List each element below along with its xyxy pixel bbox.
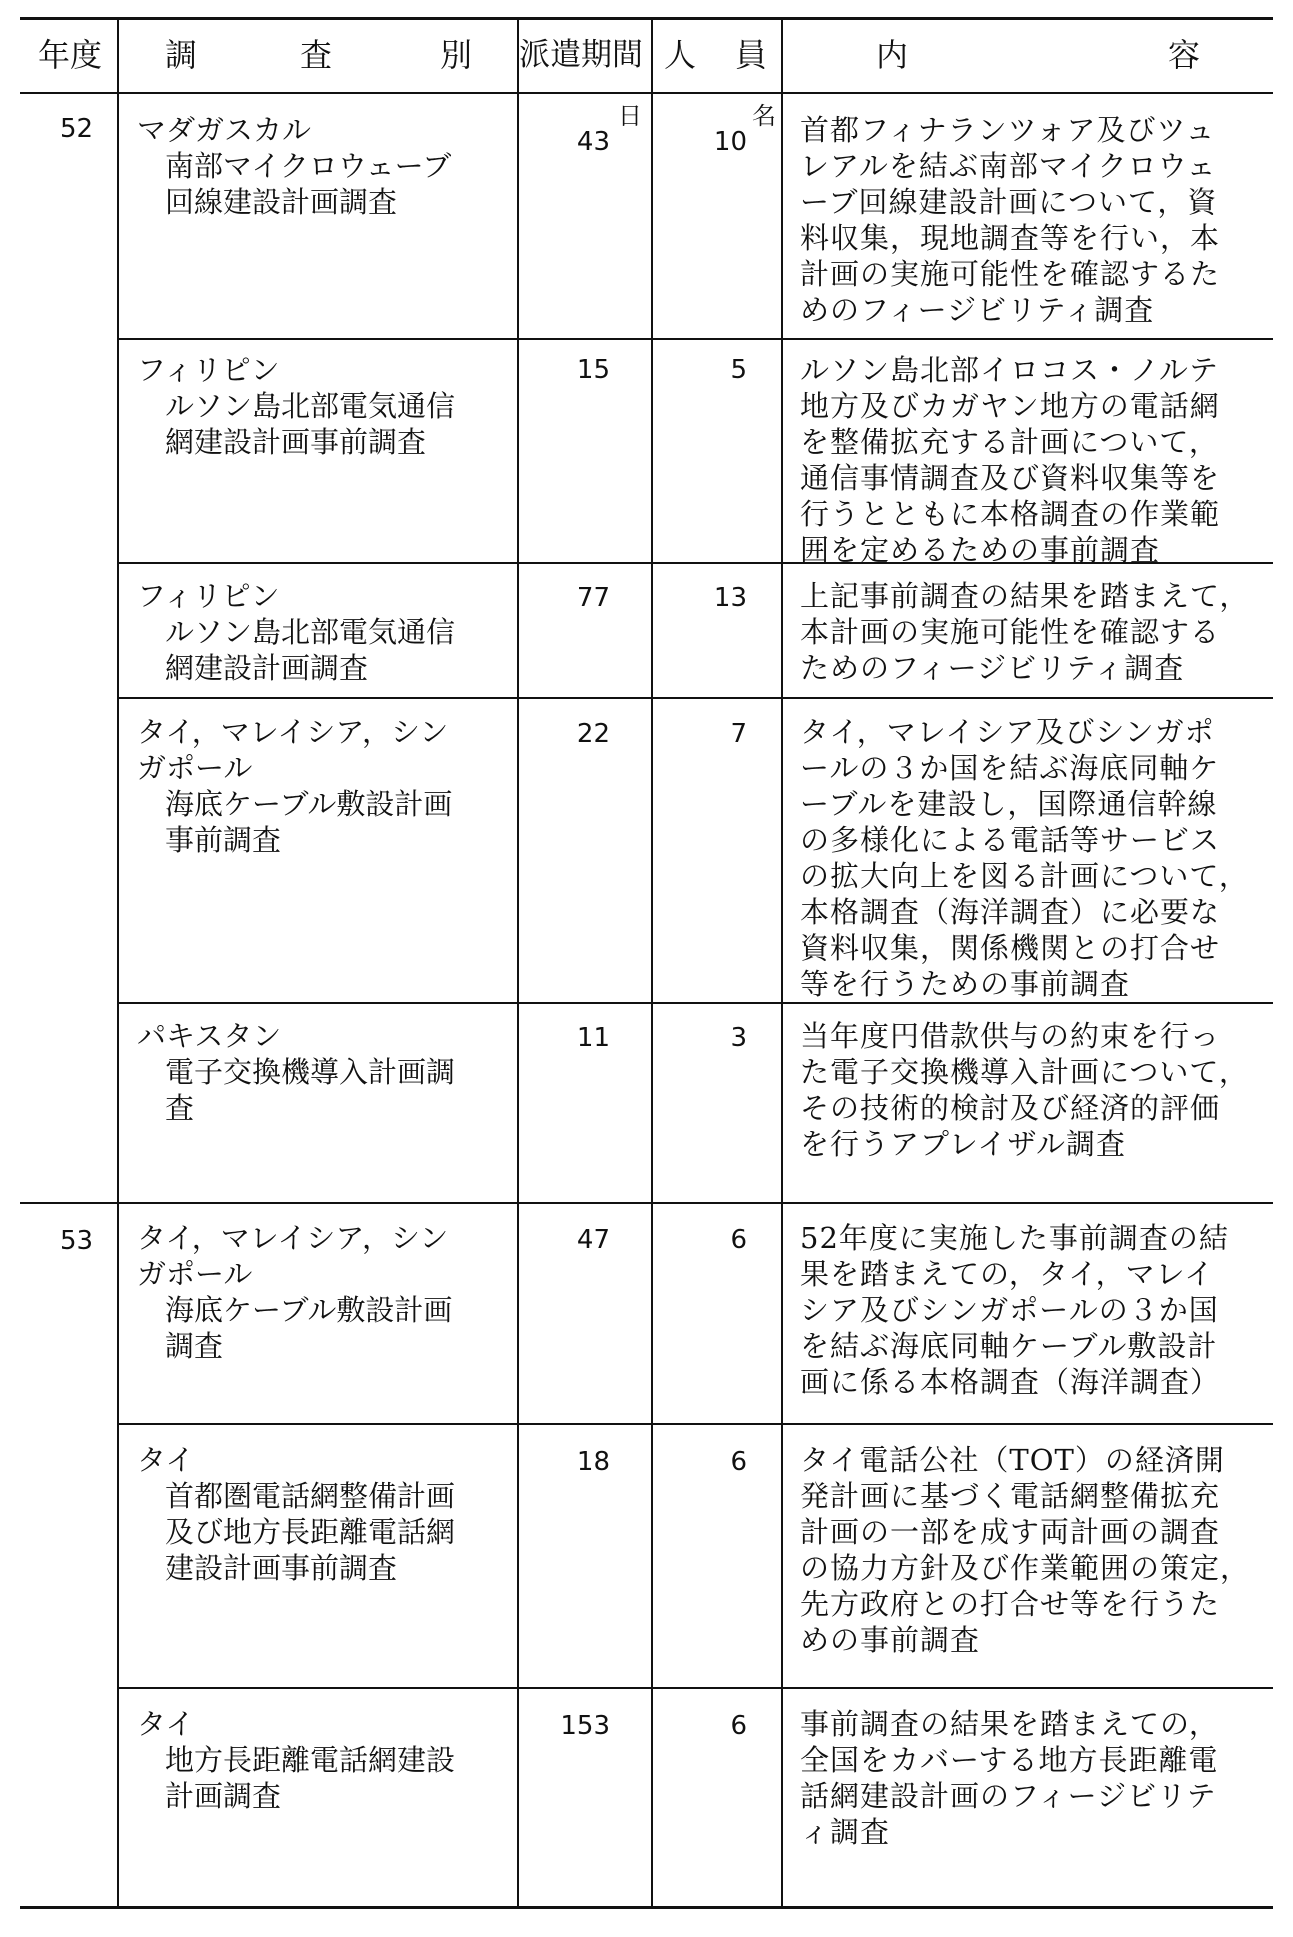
survey-project-line: 事前調査 xyxy=(165,823,282,857)
survey-project-line: 海底ケーブル敷設計画 xyxy=(165,1293,453,1327)
survey-project-line: 調査 xyxy=(165,1329,224,1363)
description-line: 地方及びカガヤン地方の電話網 xyxy=(800,389,1220,423)
survey-entry xyxy=(137,112,512,220)
survey-country: パキスタン xyxy=(137,1019,282,1053)
description-line: た電子交換機導入計画について， xyxy=(800,1055,1249,1089)
description-line: 先方政府との打合せ等を行うた xyxy=(800,1587,1221,1621)
dispatch-days: 15 xyxy=(576,355,610,385)
persons-unit-label: 名 xyxy=(752,102,776,130)
survey-project-line: 網建設計画事前調査 xyxy=(165,425,427,459)
description-line: ためのフィージビリティ調査 xyxy=(800,651,1185,685)
description-line: その技術的検討及び経済的評価 xyxy=(800,1091,1221,1125)
survey-project-line: 建設計画事前調査 xyxy=(165,1551,398,1585)
header-staff-char-1: 人 xyxy=(664,36,697,74)
survey-description xyxy=(800,1220,1270,1400)
year-divider-rule xyxy=(20,1202,1273,1204)
description-line: 資料収集，関係機関との打合せ xyxy=(800,931,1221,965)
survey-project-line: 回線建設計画調査 xyxy=(165,185,398,219)
description-line: 52年度に実施した事前調査の結 xyxy=(800,1221,1229,1255)
description-line: 囲を定めるための事前調査 xyxy=(800,533,1161,567)
description-line: 全国をカバーする地方長距離電 xyxy=(800,1743,1219,1777)
row-separator xyxy=(117,697,1273,699)
survey-country-continued: ガポール xyxy=(137,751,253,785)
survey-description xyxy=(800,1706,1270,1850)
survey-entry xyxy=(137,1442,512,1586)
survey-project-line: 網建設計画調査 xyxy=(165,651,369,685)
description-line: 事前調査の結果を踏まえての， xyxy=(800,1707,1219,1741)
header-staff-char-2: 員 xyxy=(735,36,768,74)
header-bottom-rule xyxy=(20,92,1273,94)
header-year: 年度 xyxy=(38,36,103,74)
description-line: 行うとともに本格調査の作業範 xyxy=(800,497,1221,531)
column-rule-2 xyxy=(517,17,519,1907)
staff-count: 5 xyxy=(730,355,747,385)
header-survey-char-1: 調 xyxy=(165,36,198,74)
column-rule-1 xyxy=(117,17,119,1907)
survey-description xyxy=(800,1442,1270,1658)
staff-count: 13 xyxy=(713,583,747,613)
staff-count: 10 xyxy=(713,127,747,157)
description-line: 等を行うための事前調査 xyxy=(800,967,1131,1001)
staff-count: 6 xyxy=(730,1225,747,1255)
description-line: 当年度円借款供与の約束を行っ xyxy=(800,1019,1221,1053)
header-content-char-2: 容 xyxy=(1168,36,1201,74)
survey-project-line: 計画調査 xyxy=(165,1779,282,1813)
survey-project-line: 地方長距離電話網建設 xyxy=(165,1743,456,1777)
survey-project-line: ルソン島北部電気通信 xyxy=(165,615,456,649)
fiscal-year-label: 53 xyxy=(60,1226,94,1256)
description-line: ールの３か国を結ぶ海底同軸ケ xyxy=(800,751,1220,785)
dispatch-days: 153 xyxy=(560,1711,610,1741)
description-line: の拡大向上を図る計画について， xyxy=(800,859,1249,893)
fiscal-year-label: 52 xyxy=(60,114,94,144)
description-line: シア及びシンガポールの３か国 xyxy=(800,1293,1219,1327)
description-line: 発計画に基づく電話網整備拡充 xyxy=(800,1479,1221,1513)
description-line: 画に係る本格調査（海洋調査） xyxy=(800,1365,1221,1399)
staff-count: 7 xyxy=(730,719,747,749)
survey-project-line: 査 xyxy=(165,1091,195,1125)
column-rule-3 xyxy=(651,17,653,1907)
dispatch-days: 22 xyxy=(576,719,610,749)
description-line: タイ，マレイシア及びシンガポ xyxy=(800,715,1215,749)
survey-country: タイ xyxy=(137,1707,195,1741)
survey-description xyxy=(800,1018,1270,1162)
description-line: 上記事前調査の結果を踏まえて， xyxy=(800,579,1250,613)
header-survey-char-2: 査 xyxy=(300,36,333,74)
survey-country-continued: ガポール xyxy=(137,1257,253,1291)
row-separator xyxy=(117,1002,1273,1004)
column-rule-4 xyxy=(781,17,783,1907)
row-separator xyxy=(117,1687,1273,1689)
description-line: 首都フィナランツォア及びツュ xyxy=(800,113,1216,147)
survey-country: フィリピン xyxy=(137,353,280,387)
dispatch-days: 47 xyxy=(576,1225,610,1255)
survey-description xyxy=(800,352,1270,568)
survey-country: タイ，マレイシア，シン xyxy=(137,715,449,749)
description-line: ーブルを建設し，国際通信幹線 xyxy=(800,787,1218,821)
survey-entry xyxy=(137,714,512,858)
survey-description xyxy=(800,578,1270,686)
days-unit-label: 日 xyxy=(618,102,642,130)
dispatch-days: 77 xyxy=(576,583,610,613)
header-period: 派遣期間 xyxy=(519,37,643,73)
survey-country: タイ xyxy=(137,1443,195,1477)
description-line: を行うアプレイザル調査 xyxy=(800,1127,1126,1161)
survey-project-line: 首都圏電話網整備計画 xyxy=(165,1479,456,1513)
row-separator xyxy=(117,1423,1273,1425)
survey-country: フィリピン xyxy=(137,579,280,613)
description-line: を整備拡充する計画について， xyxy=(800,425,1219,459)
dispatch-days: 18 xyxy=(576,1447,610,1477)
description-line: の協力方針及び作業範囲の策定， xyxy=(800,1551,1251,1585)
survey-entry xyxy=(137,1018,512,1126)
description-line: の多様化による電話等サービス xyxy=(800,823,1221,857)
staff-count: 6 xyxy=(730,1711,747,1741)
description-line: 通信事情調査及び資料収集等を xyxy=(800,461,1221,495)
header-content-char-1: 内 xyxy=(876,36,909,74)
description-line: 本計画の実施可能性を確認する xyxy=(800,615,1221,649)
description-line: ィ調査 xyxy=(800,1815,891,1849)
table-top-rule xyxy=(20,17,1273,20)
description-line: レアルを結ぶ南部マイクロウェ xyxy=(800,149,1217,183)
header-survey-char-3: 別 xyxy=(440,36,473,74)
survey-entry xyxy=(137,352,512,460)
survey-description xyxy=(800,112,1270,328)
survey-entry xyxy=(137,578,512,686)
staff-count: 3 xyxy=(730,1023,747,1053)
survey-country: タイ，マレイシア，シン xyxy=(137,1221,449,1255)
dispatch-days: 11 xyxy=(576,1023,610,1053)
survey-country: マダガスカル xyxy=(137,113,312,147)
description-line: めのフィージビリティ調査 xyxy=(800,293,1155,327)
row-separator xyxy=(117,338,1273,340)
description-line: 計画の実施可能性を確認するた xyxy=(800,257,1221,291)
description-line: 話網建設計画のフィージビリテ xyxy=(800,1779,1217,1813)
table-bottom-rule xyxy=(20,1906,1273,1909)
dispatch-days: 43 xyxy=(576,127,610,157)
survey-project-line: 南部マイクロウェーブ xyxy=(165,149,452,183)
description-line: タイ電話公社（TOT）の経済開 xyxy=(800,1443,1225,1477)
survey-project-line: ルソン島北部電気通信 xyxy=(165,389,456,423)
staff-count: 6 xyxy=(730,1447,747,1477)
survey-entry xyxy=(137,1220,512,1364)
survey-project-line: 海底ケーブル敷設計画 xyxy=(165,787,453,821)
description-line: 料収集，現地調査等を行い，本 xyxy=(800,221,1221,255)
description-line: ーブ回線建設計画について，資 xyxy=(800,185,1218,219)
description-line: ルソン島北部イロコス・ノルテ xyxy=(800,353,1219,387)
survey-description xyxy=(800,714,1270,1002)
description-line: 計画の一部を成す両計画の調査 xyxy=(800,1515,1221,1549)
description-line: めの事前調査 xyxy=(800,1623,981,1657)
survey-project-line: 電子交換機導入計画調 xyxy=(165,1055,456,1089)
description-line: 本格調査（海洋調査）に必要な xyxy=(800,895,1221,929)
survey-entry xyxy=(137,1706,512,1814)
description-line: 果を踏まえての，タイ，マレイ xyxy=(800,1257,1215,1291)
survey-project-line: 及び地方長距離電話網 xyxy=(165,1515,456,1549)
description-line: を結ぶ海底同軸ケーブル敷設計 xyxy=(800,1329,1218,1363)
